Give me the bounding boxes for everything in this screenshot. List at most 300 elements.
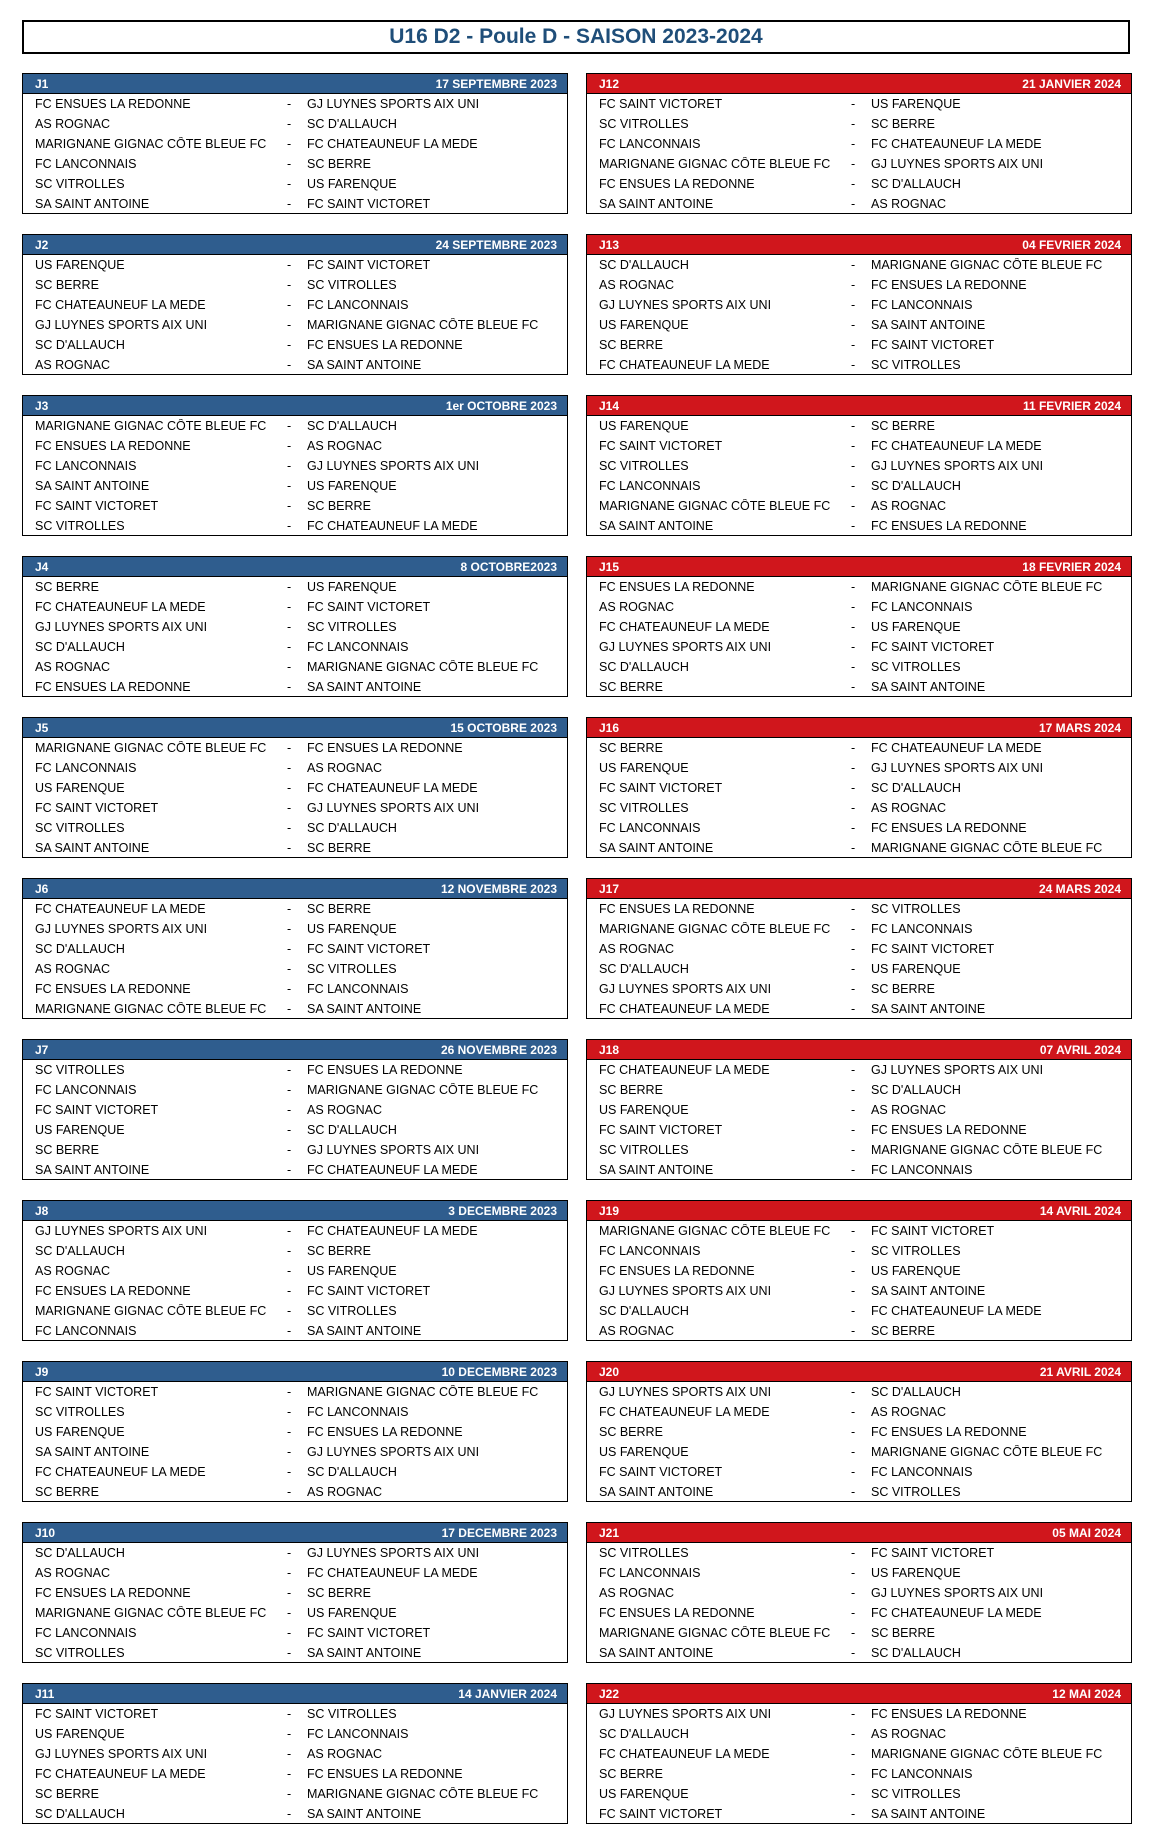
match-separator: - bbox=[287, 519, 292, 533]
away-team: FC SAINT VICTORET bbox=[871, 338, 995, 352]
away-team: GJ LUYNES SPORTS AIX UNI bbox=[871, 1586, 1044, 1600]
away-team: FC SAINT VICTORET bbox=[307, 942, 431, 956]
home-team: AS ROGNAC bbox=[35, 660, 111, 674]
match-separator: - bbox=[851, 1385, 856, 1399]
home-team: FC CHATEAUNEUF LA MEDE bbox=[599, 358, 770, 372]
round-date: 05 MAI 2024 bbox=[1052, 1525, 1121, 1540]
round-block bbox=[586, 1200, 1132, 1341]
match-separator: - bbox=[287, 1385, 292, 1399]
match-separator: - bbox=[851, 741, 856, 755]
home-team: AS ROGNAC bbox=[35, 1566, 111, 1580]
match-separator: - bbox=[287, 1002, 292, 1016]
away-team: FC ENSUES LA REDONNE bbox=[871, 1707, 1027, 1721]
match-separator: - bbox=[287, 922, 292, 936]
match-row bbox=[587, 114, 1131, 134]
match-row bbox=[587, 1100, 1131, 1120]
match-row bbox=[23, 1140, 567, 1160]
match-row bbox=[587, 416, 1131, 436]
away-team: SC BERRE bbox=[307, 841, 371, 855]
round-date: 21 JANVIER 2024 bbox=[1022, 76, 1121, 91]
match-separator: - bbox=[287, 419, 292, 433]
match-separator: - bbox=[287, 680, 292, 694]
home-team: US FARENQUE bbox=[599, 1445, 689, 1459]
match-separator: - bbox=[287, 1425, 292, 1439]
match-row bbox=[23, 315, 567, 335]
match-row bbox=[587, 577, 1131, 597]
match-row bbox=[23, 335, 567, 355]
match-separator: - bbox=[851, 1244, 856, 1258]
match-separator: - bbox=[851, 1465, 856, 1479]
match-row bbox=[23, 617, 567, 637]
home-team: SC VITROLLES bbox=[35, 1405, 125, 1419]
away-team: SC D'ALLAUCH bbox=[871, 1385, 961, 1399]
home-team: FC LANCONNAIS bbox=[35, 1083, 137, 1097]
match-separator: - bbox=[851, 499, 856, 513]
home-team: MARIGNANE GIGNAC CÔTE BLEUE FC bbox=[35, 1606, 267, 1620]
home-team: MARIGNANE GIGNAC CÔTE BLEUE FC bbox=[599, 1626, 831, 1640]
away-team: MARIGNANE GIGNAC CÔTE BLEUE FC bbox=[307, 1385, 539, 1399]
away-team: FC ENSUES LA REDONNE bbox=[307, 741, 463, 755]
away-team: SC VITROLLES bbox=[871, 902, 961, 916]
away-team: FC SAINT VICTORET bbox=[871, 1546, 995, 1560]
round-block bbox=[22, 73, 568, 214]
match-row bbox=[23, 1643, 567, 1663]
away-team: GJ LUYNES SPORTS AIX UNI bbox=[307, 1143, 480, 1157]
match-separator: - bbox=[851, 1264, 856, 1278]
home-team: US FARENQUE bbox=[35, 1727, 125, 1741]
match-separator: - bbox=[287, 459, 292, 473]
match-row bbox=[587, 959, 1131, 979]
match-row bbox=[23, 1422, 567, 1442]
match-separator: - bbox=[851, 1284, 856, 1298]
match-row bbox=[23, 818, 567, 838]
away-team: SC VITROLLES bbox=[307, 1707, 397, 1721]
match-separator: - bbox=[287, 1626, 292, 1640]
home-team: FC ENSUES LA REDONNE bbox=[599, 1264, 755, 1278]
round-label: J10 bbox=[35, 1525, 56, 1540]
match-row bbox=[587, 617, 1131, 637]
round-header bbox=[23, 718, 567, 738]
match-separator: - bbox=[287, 197, 292, 211]
home-team: FC LANCONNAIS bbox=[599, 479, 701, 493]
match-row bbox=[587, 1080, 1131, 1100]
round-header bbox=[23, 74, 567, 94]
home-team: AS ROGNAC bbox=[599, 1586, 675, 1600]
match-separator: - bbox=[287, 177, 292, 191]
match-row bbox=[587, 456, 1131, 476]
match-row bbox=[587, 1422, 1131, 1442]
round-block bbox=[22, 395, 568, 536]
match-row bbox=[23, 959, 567, 979]
match-row bbox=[23, 516, 567, 536]
round-date: 24 SEPTEMBRE 2023 bbox=[435, 237, 557, 252]
round-header bbox=[23, 1684, 567, 1704]
away-team: SC D'ALLAUCH bbox=[871, 1646, 961, 1660]
match-row bbox=[23, 436, 567, 456]
home-team: US FARENQUE bbox=[599, 419, 689, 433]
round-header bbox=[587, 1040, 1131, 1060]
away-team: SC BERRE bbox=[871, 117, 935, 131]
away-team: SC BERRE bbox=[871, 1324, 935, 1338]
match-separator: - bbox=[851, 1425, 856, 1439]
match-row bbox=[587, 194, 1131, 214]
match-row bbox=[587, 1321, 1131, 1341]
match-separator: - bbox=[851, 1445, 856, 1459]
round-block bbox=[22, 1361, 568, 1502]
match-row bbox=[587, 778, 1131, 798]
home-team: FC CHATEAUNEUF LA MEDE bbox=[599, 1405, 770, 1419]
match-separator: - bbox=[851, 600, 856, 614]
match-separator: - bbox=[287, 640, 292, 654]
away-team: FC LANCONNAIS bbox=[871, 1163, 973, 1177]
home-team: SA SAINT ANTOINE bbox=[599, 519, 714, 533]
match-row bbox=[587, 738, 1131, 758]
away-team: SA SAINT ANTOINE bbox=[307, 1324, 422, 1338]
round-label: J17 bbox=[599, 881, 620, 896]
match-separator: - bbox=[287, 1083, 292, 1097]
home-team: FC LANCONNAIS bbox=[599, 137, 701, 151]
match-row bbox=[587, 154, 1131, 174]
away-team: MARIGNANE GIGNAC CÔTE BLEUE FC bbox=[871, 1747, 1103, 1761]
round-block bbox=[22, 1039, 568, 1180]
home-team: GJ LUYNES SPORTS AIX UNI bbox=[599, 640, 772, 654]
away-team: MARIGNANE GIGNAC CÔTE BLEUE FC bbox=[871, 841, 1103, 855]
round-block bbox=[586, 878, 1132, 1019]
round-date: 04 FEVRIER 2024 bbox=[1022, 237, 1121, 252]
match-row bbox=[23, 1623, 567, 1643]
away-team: FC LANCONNAIS bbox=[871, 922, 973, 936]
home-team: FC CHATEAUNEUF LA MEDE bbox=[35, 1767, 206, 1781]
away-team: FC ENSUES LA REDONNE bbox=[307, 1425, 463, 1439]
round-label: J13 bbox=[599, 237, 620, 252]
away-team: FC ENSUES LA REDONNE bbox=[871, 1425, 1027, 1439]
match-separator: - bbox=[851, 1626, 856, 1640]
round-header bbox=[23, 235, 567, 255]
round-date: 17 SEPTEMBRE 2023 bbox=[435, 76, 557, 91]
match-row bbox=[587, 436, 1131, 456]
match-separator: - bbox=[287, 1405, 292, 1419]
match-separator: - bbox=[851, 1747, 856, 1761]
away-team: SA SAINT ANTOINE bbox=[307, 1807, 422, 1821]
home-team: FC ENSUES LA REDONNE bbox=[599, 902, 755, 916]
away-team: SC BERRE bbox=[871, 982, 935, 996]
match-row bbox=[23, 1100, 567, 1120]
round-label: J22 bbox=[599, 1686, 620, 1701]
match-separator: - bbox=[851, 1566, 856, 1580]
match-separator: - bbox=[851, 942, 856, 956]
home-team: SA SAINT ANTOINE bbox=[599, 1163, 714, 1177]
home-team: FC ENSUES LA REDONNE bbox=[35, 1284, 191, 1298]
match-separator: - bbox=[851, 1707, 856, 1721]
away-team: GJ LUYNES SPORTS AIX UNI bbox=[871, 459, 1044, 473]
match-row bbox=[587, 476, 1131, 496]
match-row bbox=[23, 275, 567, 295]
match-separator: - bbox=[287, 1143, 292, 1157]
round-date: 8 OCTOBRE2023 bbox=[460, 559, 557, 574]
away-team: US FARENQUE bbox=[307, 479, 397, 493]
match-row bbox=[23, 1261, 567, 1281]
round-block bbox=[22, 234, 568, 375]
round-header bbox=[23, 396, 567, 416]
away-team: US FARENQUE bbox=[307, 1606, 397, 1620]
home-team: FC SAINT VICTORET bbox=[599, 1465, 723, 1479]
round-label: J19 bbox=[599, 1203, 620, 1218]
match-separator: - bbox=[287, 1546, 292, 1560]
away-team: US FARENQUE bbox=[871, 962, 961, 976]
match-row bbox=[587, 1281, 1131, 1301]
away-team: AS ROGNAC bbox=[871, 801, 947, 815]
round-date: 15 OCTOBRE 2023 bbox=[450, 720, 557, 735]
match-row bbox=[587, 838, 1131, 858]
away-team: MARIGNANE GIGNAC CÔTE BLEUE FC bbox=[871, 1445, 1103, 1459]
match-row bbox=[587, 516, 1131, 536]
match-row bbox=[23, 637, 567, 657]
round-label: J4 bbox=[35, 559, 49, 574]
home-team: FC LANCONNAIS bbox=[599, 1566, 701, 1580]
match-separator: - bbox=[287, 278, 292, 292]
away-team: SA SAINT ANTOINE bbox=[307, 358, 422, 372]
home-team: FC ENSUES LA REDONNE bbox=[35, 97, 191, 111]
match-row bbox=[23, 1160, 567, 1180]
match-separator: - bbox=[287, 1586, 292, 1600]
round-label: J2 bbox=[35, 237, 49, 252]
match-row bbox=[587, 1462, 1131, 1482]
match-row bbox=[587, 1563, 1131, 1583]
away-team: SC VITROLLES bbox=[307, 962, 397, 976]
match-separator: - bbox=[851, 1103, 856, 1117]
match-separator: - bbox=[851, 97, 856, 111]
match-row bbox=[23, 1281, 567, 1301]
match-row bbox=[587, 939, 1131, 959]
match-separator: - bbox=[287, 1224, 292, 1238]
away-team: US FARENQUE bbox=[871, 97, 961, 111]
away-team: FC ENSUES LA REDONNE bbox=[307, 1063, 463, 1077]
match-separator: - bbox=[287, 1244, 292, 1258]
match-separator: - bbox=[287, 439, 292, 453]
match-separator: - bbox=[851, 680, 856, 694]
home-team: SC VITROLLES bbox=[35, 821, 125, 835]
home-team: AS ROGNAC bbox=[35, 117, 111, 131]
round-block bbox=[586, 1361, 1132, 1502]
home-team: GJ LUYNES SPORTS AIX UNI bbox=[599, 1284, 772, 1298]
round-block bbox=[22, 556, 568, 697]
home-team: SC BERRE bbox=[599, 741, 663, 755]
home-team: GJ LUYNES SPORTS AIX UNI bbox=[599, 1385, 772, 1399]
home-team: SC D'ALLAUCH bbox=[35, 640, 125, 654]
away-team: FC CHATEAUNEUF LA MEDE bbox=[307, 1224, 478, 1238]
home-team: SC D'ALLAUCH bbox=[35, 1546, 125, 1560]
round-block bbox=[586, 73, 1132, 214]
away-team: FC LANCONNAIS bbox=[307, 640, 409, 654]
match-separator: - bbox=[287, 741, 292, 755]
match-row bbox=[587, 335, 1131, 355]
away-team: FC CHATEAUNEUF LA MEDE bbox=[307, 781, 478, 795]
match-separator: - bbox=[287, 1284, 292, 1298]
away-team: FC LANCONNAIS bbox=[871, 1465, 973, 1479]
round-block bbox=[586, 1522, 1132, 1663]
away-team: FC SAINT VICTORET bbox=[871, 942, 995, 956]
round-date: 12 NOVEMBRE 2023 bbox=[440, 881, 557, 896]
match-row bbox=[587, 1623, 1131, 1643]
match-separator: - bbox=[851, 439, 856, 453]
match-row bbox=[587, 295, 1131, 315]
match-row bbox=[587, 1241, 1131, 1261]
home-team: SC VITROLLES bbox=[599, 801, 689, 815]
away-team: SC BERRE bbox=[871, 419, 935, 433]
match-row bbox=[23, 979, 567, 999]
match-separator: - bbox=[851, 761, 856, 775]
match-separator: - bbox=[851, 620, 856, 634]
match-separator: - bbox=[287, 499, 292, 513]
away-team: SC VITROLLES bbox=[871, 1485, 961, 1499]
home-team: SC BERRE bbox=[35, 1143, 99, 1157]
match-row bbox=[587, 1784, 1131, 1804]
round-block bbox=[586, 1683, 1132, 1824]
match-row bbox=[23, 999, 567, 1019]
home-team: SC VITROLLES bbox=[599, 1546, 689, 1560]
round-header bbox=[587, 1523, 1131, 1543]
home-team: FC LANCONNAIS bbox=[35, 761, 137, 775]
match-separator: - bbox=[851, 1485, 856, 1499]
match-row bbox=[23, 1241, 567, 1261]
round-header bbox=[587, 1684, 1131, 1704]
home-team: SC BERRE bbox=[35, 580, 99, 594]
round-label: J16 bbox=[599, 720, 620, 735]
away-team: FC CHATEAUNEUF LA MEDE bbox=[871, 1304, 1042, 1318]
away-team: US FARENQUE bbox=[307, 177, 397, 191]
match-row bbox=[23, 1724, 567, 1744]
home-team: SC BERRE bbox=[599, 1083, 663, 1097]
home-team: SC VITROLLES bbox=[599, 459, 689, 473]
home-team: FC SAINT VICTORET bbox=[35, 1707, 159, 1721]
match-separator: - bbox=[851, 197, 856, 211]
round-block bbox=[22, 1200, 568, 1341]
away-team: SC VITROLLES bbox=[871, 1787, 961, 1801]
match-row bbox=[587, 1764, 1131, 1784]
match-row bbox=[587, 677, 1131, 697]
away-team: AS ROGNAC bbox=[307, 761, 383, 775]
match-row bbox=[23, 677, 567, 697]
round-block bbox=[586, 717, 1132, 858]
home-team: US FARENQUE bbox=[599, 318, 689, 332]
home-team: FC ENSUES LA REDONNE bbox=[35, 982, 191, 996]
round-header bbox=[23, 1040, 567, 1060]
home-team: GJ LUYNES SPORTS AIX UNI bbox=[35, 1224, 208, 1238]
round-label: J12 bbox=[599, 76, 620, 91]
round-label: J9 bbox=[35, 1364, 49, 1379]
match-row bbox=[23, 1402, 567, 1422]
match-row bbox=[587, 637, 1131, 657]
match-row bbox=[23, 355, 567, 375]
match-separator: - bbox=[287, 318, 292, 332]
match-row bbox=[23, 114, 567, 134]
round-block bbox=[22, 717, 568, 858]
match-row bbox=[23, 295, 567, 315]
away-team: SC D'ALLAUCH bbox=[307, 1123, 397, 1137]
match-separator: - bbox=[851, 1807, 856, 1821]
match-separator: - bbox=[287, 1747, 292, 1761]
round-block bbox=[586, 234, 1132, 375]
home-team: SC D'ALLAUCH bbox=[599, 1304, 689, 1318]
away-team: SA SAINT ANTOINE bbox=[307, 1646, 422, 1660]
away-team: SC VITROLLES bbox=[307, 620, 397, 634]
match-separator: - bbox=[851, 1606, 856, 1620]
match-row bbox=[587, 1643, 1131, 1663]
away-team: FC SAINT VICTORET bbox=[307, 197, 431, 211]
away-team: GJ LUYNES SPORTS AIX UNI bbox=[871, 157, 1044, 171]
home-team: SC BERRE bbox=[35, 1485, 99, 1499]
match-separator: - bbox=[287, 1566, 292, 1580]
match-separator: - bbox=[851, 177, 856, 191]
match-row bbox=[23, 1784, 567, 1804]
home-team: SC VITROLLES bbox=[35, 1063, 125, 1077]
away-team: FC CHATEAUNEUF LA MEDE bbox=[307, 137, 478, 151]
home-team: GJ LUYNES SPORTS AIX UNI bbox=[35, 1747, 208, 1761]
round-header bbox=[587, 718, 1131, 738]
away-team: SC D'ALLAUCH bbox=[871, 781, 961, 795]
home-team: GJ LUYNES SPORTS AIX UNI bbox=[35, 620, 208, 634]
away-team: FC LANCONNAIS bbox=[307, 298, 409, 312]
match-separator: - bbox=[851, 1787, 856, 1801]
match-row bbox=[23, 758, 567, 778]
match-row bbox=[587, 899, 1131, 919]
match-row bbox=[587, 1442, 1131, 1462]
match-separator: - bbox=[851, 358, 856, 372]
match-row bbox=[23, 134, 567, 154]
match-row bbox=[23, 1221, 567, 1241]
match-separator: - bbox=[287, 761, 292, 775]
home-team: SC BERRE bbox=[35, 1787, 99, 1801]
match-separator: - bbox=[851, 781, 856, 795]
match-row bbox=[587, 1402, 1131, 1422]
away-team: MARIGNANE GIGNAC CÔTE BLEUE FC bbox=[871, 580, 1103, 594]
away-team: FC CHATEAUNEUF LA MEDE bbox=[307, 519, 478, 533]
home-team: FC ENSUES LA REDONNE bbox=[35, 1586, 191, 1600]
away-team: FC CHATEAUNEUF LA MEDE bbox=[871, 1606, 1042, 1620]
away-team: SC D'ALLAUCH bbox=[307, 117, 397, 131]
match-separator: - bbox=[851, 419, 856, 433]
home-team: GJ LUYNES SPORTS AIX UNI bbox=[599, 298, 772, 312]
match-row bbox=[23, 577, 567, 597]
match-row bbox=[23, 738, 567, 758]
match-separator: - bbox=[851, 137, 856, 151]
match-separator: - bbox=[287, 982, 292, 996]
match-row bbox=[23, 255, 567, 275]
away-team: FC ENSUES LA REDONNE bbox=[871, 278, 1027, 292]
home-team: MARIGNANE GIGNAC CÔTE BLEUE FC bbox=[599, 922, 831, 936]
home-team: SC D'ALLAUCH bbox=[35, 1244, 125, 1258]
match-row bbox=[23, 194, 567, 214]
match-row bbox=[587, 1382, 1131, 1402]
match-row bbox=[23, 1442, 567, 1462]
match-separator: - bbox=[287, 600, 292, 614]
home-team: FC SAINT VICTORET bbox=[599, 781, 723, 795]
round-date: 10 DECEMBRE 2023 bbox=[441, 1364, 557, 1379]
round-header bbox=[587, 557, 1131, 577]
away-team: SA SAINT ANTOINE bbox=[871, 1284, 986, 1298]
match-separator: - bbox=[287, 358, 292, 372]
round-block bbox=[586, 395, 1132, 536]
match-separator: - bbox=[851, 1646, 856, 1660]
away-team: FC CHATEAUNEUF LA MEDE bbox=[871, 439, 1042, 453]
match-separator: - bbox=[851, 519, 856, 533]
away-team: SC D'ALLAUCH bbox=[307, 419, 397, 433]
match-row bbox=[23, 1563, 567, 1583]
away-team: FC LANCONNAIS bbox=[871, 1767, 973, 1781]
away-team: SC BERRE bbox=[307, 499, 371, 513]
away-team: GJ LUYNES SPORTS AIX UNI bbox=[307, 801, 480, 815]
match-row bbox=[23, 476, 567, 496]
